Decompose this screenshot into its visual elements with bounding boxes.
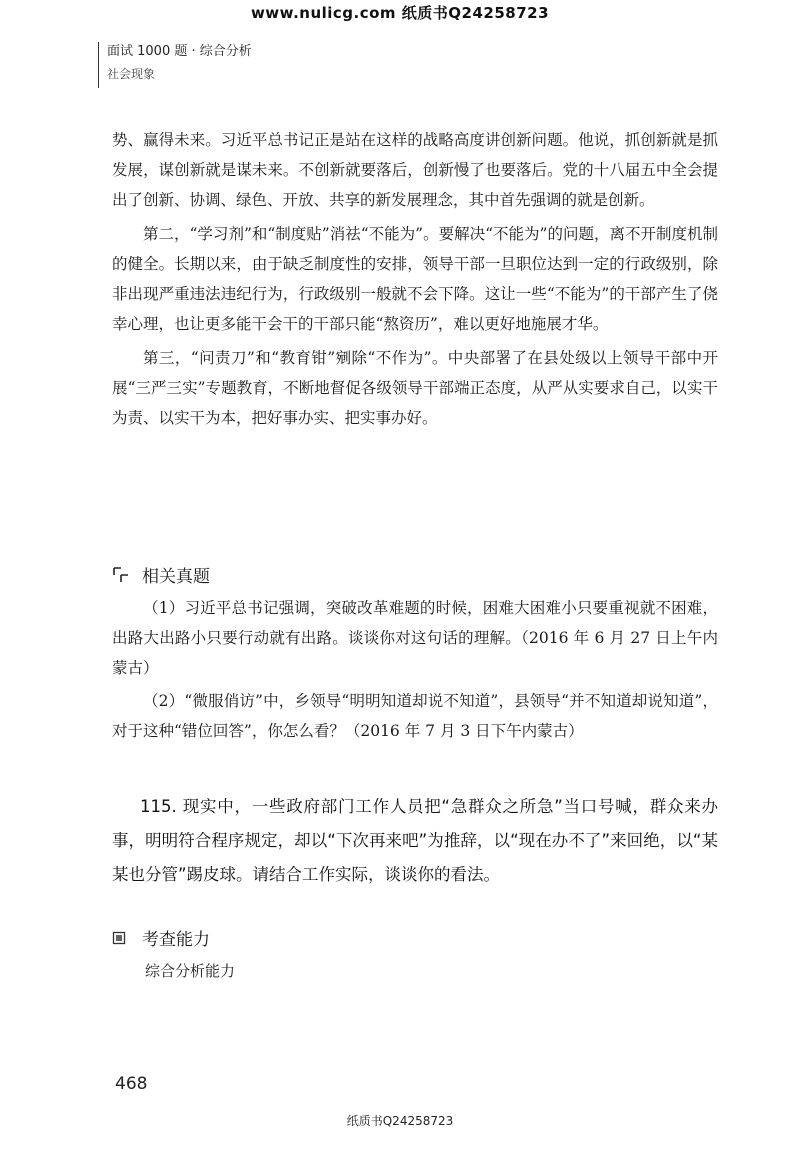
page-number: 468 [115, 1074, 148, 1094]
ability-heading [112, 925, 210, 950]
related-questions-heading [112, 562, 210, 587]
body-text [112, 125, 718, 433]
related-heading-label: 相关真题 [142, 567, 210, 587]
question-115 [112, 790, 718, 892]
paragraph-third: 第三，“问责刀”和“教育钳”剜除“不作为”。中央部署了在县处级以上领导干部中开展“三严三实”专题教育，不断地督促各级领导干部端正态度，从严从实要求自己，以实干为责、以实干为本，把好事办实、把实事办好。 [112, 349, 718, 427]
top-watermark: www.nulicg.com 纸质书Q24258723 [250, 4, 550, 22]
paragraph-second: 第二，“学习剂”和“制度贴”消祛“不能为”。要解决“不能为”的问题，离不开制度机制的健全。长期以来，由于缺乏制度性的安排，领导干部一旦职位达到一定的行政级别，除非出现严重违法违纪行为，行政级别一般就不会下降。这让一些“不能为”的干部产生了侥幸心理，也让更多能干会干的干部只能“熬资历”，难以更好地施展才华。 [112, 225, 718, 333]
bracket-corner-icon [112, 566, 134, 584]
small-square-icon [112, 931, 134, 945]
question-text: 115. 现实中，一些政府部门工作人员把“急群众之所急”当口号喊，群众来办事，明明符合程序规定，却以“下次再来吧”为推辞，以“现在办不了”来回绝，以“某某也分管”踢皮球。请结合工作实际，谈谈你的看法。 [112, 797, 718, 884]
related-item: （2）“微服俏访”中，乡领导“明明知道却说不知道”，县领导“并不知道却说知道”，对于这种“错位回答”，你怎么看？（2016 年 7 月 3 日下午内蒙古） [112, 692, 718, 740]
ability-value: 综合分析能力 [145, 962, 236, 980]
section-title: 社会现象 [107, 67, 156, 81]
paragraph-continued: 势、赢得未来。习近平总书记正是站在这样的战略高度讲创新问题。他说，抓创新就是抓发展，谋创新就是谋未来。不创新就要落后，创新慢了也要落后。党的十八届五中全会提出了创新、协调、绿色、开放、共享的新发展理念，其中首先强调的就是创新。 [112, 131, 718, 209]
related-item: （1）习近平总书记强调，突破改革难题的时候，困难大困难小只要重视就不困难，出路大出路小只要行动就有出路。谈谈你对这句话的理解。（2016 年 6 月 27 日上午内蒙古） [112, 599, 718, 677]
bottom-watermark: 纸质书Q24258723 [346, 1114, 454, 1128]
book-title: 面试 1000 题 · 综合分析 [107, 44, 252, 59]
related-questions-list [112, 593, 718, 746]
ability-heading-label: 考查能力 [142, 930, 210, 950]
running-head [98, 42, 252, 88]
